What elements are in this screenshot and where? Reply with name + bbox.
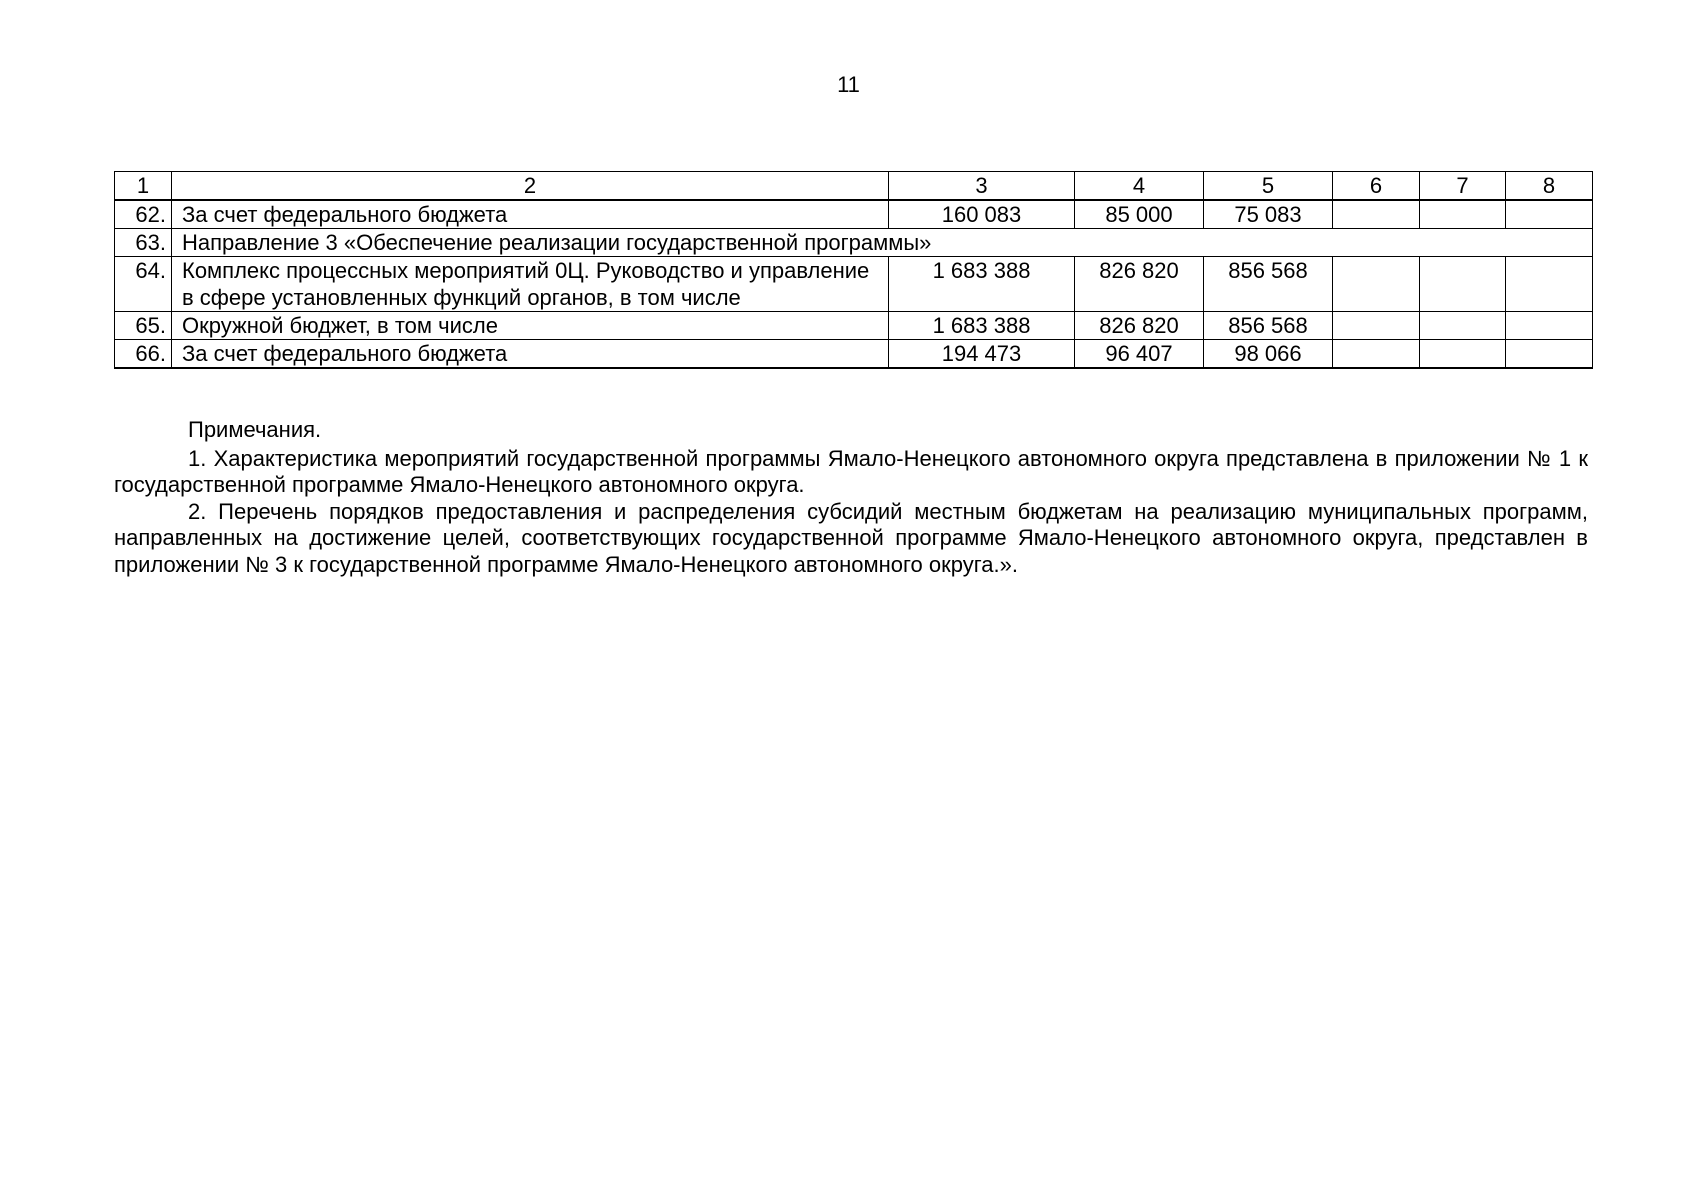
page-number: 11 xyxy=(837,72,860,97)
row-value-col3: 1 683 388 xyxy=(889,257,1075,312)
row-value-col6 xyxy=(1333,312,1420,340)
notes-section xyxy=(114,417,1588,578)
row-value-col7 xyxy=(1420,257,1506,312)
row-name: За счет федерального бюджета xyxy=(172,200,889,229)
note-item: 1. Характеристика мероприятий государственной программы Ямало-Ненецкого автономного округа представлена в приложении № 1 к государственной программе Ямало-Ненецкого автономного округа. xyxy=(114,445,1588,497)
row-value-col3: 160 083 xyxy=(889,200,1075,229)
row-value-col4: 96 407 xyxy=(1075,340,1204,369)
row-value-col4: 826 820 xyxy=(1075,312,1204,340)
row-number: 62. xyxy=(115,200,172,229)
row-value-col8 xyxy=(1506,200,1593,229)
row-value-col5: 856 568 xyxy=(1204,312,1333,340)
header-cell: 4 xyxy=(1075,172,1204,201)
row-name: За счет федерального бюджета xyxy=(172,340,889,369)
row-number: 66. xyxy=(115,340,172,369)
header-cell: 2 xyxy=(172,172,889,201)
row-number: 63. xyxy=(115,229,172,257)
table-row xyxy=(115,229,1593,257)
header-cell: 7 xyxy=(1420,172,1506,201)
row-value-col5: 98 066 xyxy=(1204,340,1333,369)
budget-table xyxy=(114,171,1593,369)
section-heading-cell: Направление 3 «Обеспечение реализации государственной программы» xyxy=(172,229,1593,257)
row-value-col3: 1 683 388 xyxy=(889,312,1075,340)
row-value-col7 xyxy=(1420,312,1506,340)
header-cell: 1 xyxy=(115,172,172,201)
row-name: Окружной бюджет, в том числе xyxy=(172,312,889,340)
row-value-col5: 856 568 xyxy=(1204,257,1333,312)
row-value-col4: 826 820 xyxy=(1075,257,1204,312)
table-row xyxy=(115,340,1593,369)
row-value-col6 xyxy=(1333,200,1420,229)
header-cell: 5 xyxy=(1204,172,1333,201)
row-value-col8 xyxy=(1506,340,1593,369)
notes-heading: Примечания. xyxy=(188,417,322,442)
row-value-col8 xyxy=(1506,257,1593,312)
header-cell: 6 xyxy=(1333,172,1420,201)
header-cell: 3 xyxy=(889,172,1075,201)
table-row xyxy=(115,257,1593,312)
row-value-col6 xyxy=(1333,340,1420,369)
row-number: 64. xyxy=(115,257,172,312)
table-header-row xyxy=(115,172,1593,201)
row-value-col7 xyxy=(1420,340,1506,369)
table-row xyxy=(115,200,1593,229)
note-item: 2. Перечень порядков предоставления и распределения субсидий местным бюджетам на реализацию муниципальных программ, направленных на достижение целей, соответствующих государственной программе Ямало-Ненецкого автономного округа, представлен в приложении № 3 к государственной программе Ямало-Ненецкого автономного округа.». xyxy=(114,498,1588,577)
row-value-col6 xyxy=(1333,257,1420,312)
row-name: Комплекс процессных мероприятий 0Ц. Руководство и управление в сфере установленных функций органов, в том числе xyxy=(172,257,889,312)
header-cell: 8 xyxy=(1506,172,1593,201)
table-row xyxy=(115,312,1593,340)
row-value-col5: 75 083 xyxy=(1204,200,1333,229)
row-value-col7 xyxy=(1420,200,1506,229)
row-number: 65. xyxy=(115,312,172,340)
row-value-col8 xyxy=(1506,312,1593,340)
row-value-col3: 194 473 xyxy=(889,340,1075,369)
row-value-col4: 85 000 xyxy=(1075,200,1204,229)
